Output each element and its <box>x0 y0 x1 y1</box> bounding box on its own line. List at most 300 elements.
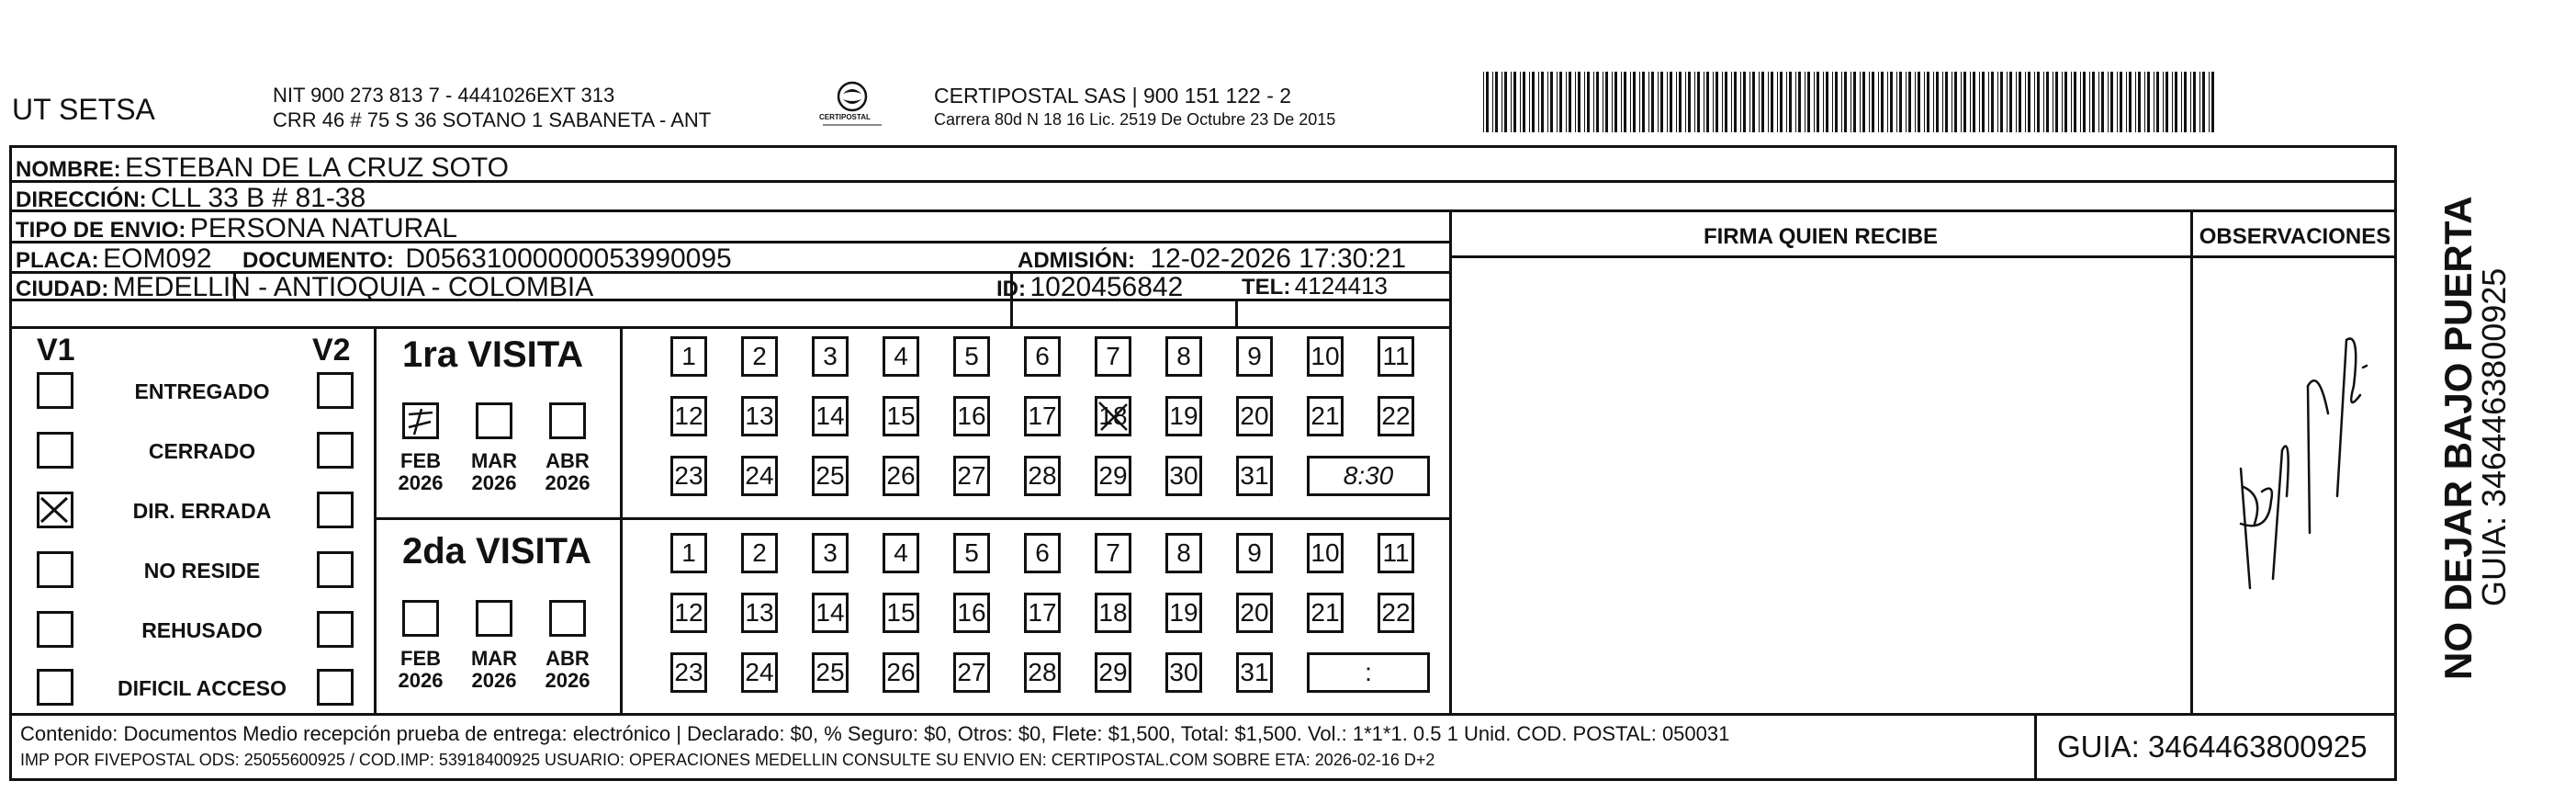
barcode-bar <box>1520 72 1521 132</box>
day-box[interactable]: 26 <box>883 652 919 693</box>
barcode-bar <box>2000 72 2003 132</box>
day-box[interactable]: 10 <box>1307 336 1344 377</box>
barcode-bar <box>2101 72 2104 132</box>
day-box[interactable]: 29 <box>1095 652 1131 693</box>
barcode-bar <box>1492 72 1493 132</box>
barcode-bar <box>2025 72 2026 132</box>
status-label: ENTREGADO <box>134 379 270 403</box>
observaciones-header: OBSERVACIONES <box>2199 224 2391 249</box>
barcode-bar <box>2175 72 2177 132</box>
barcode-bar <box>1511 72 1512 132</box>
day-box[interactable]: 1 <box>670 533 707 573</box>
tel-row <box>1242 274 1388 299</box>
barcode-bar <box>1814 72 1815 132</box>
nombre-row <box>16 154 509 182</box>
documento-label: DOCUMENTO: <box>242 248 394 273</box>
barcode-bar <box>1538 72 1539 132</box>
barcode-bar <box>1961 72 1962 132</box>
tel-value: 4124413 <box>1294 272 1389 300</box>
v1-checkbox[interactable] <box>37 432 73 469</box>
footer-contenido: Contenido: Documentos Medio recepción prueba de entrega: electrónico | Declarado: $0, % Seguro: $0, Otros: $0, Flete: $1,500, Total: $1,500. Vol.: 1*1*1. 0.5 1 Unid. COD. POSTAL: 050031 <box>20 722 1730 745</box>
barcode-bar <box>1725 72 1727 132</box>
month-label: MAR 2026 <box>470 647 518 693</box>
barcode-bar <box>1486 72 1489 132</box>
barcode-bar <box>1670 72 1672 132</box>
barcode-bar <box>1973 72 1975 132</box>
barcode-bar <box>1768 72 1769 132</box>
nombre-value: ESTEBAN DE LA CRUZ SOTO <box>125 153 509 183</box>
barcode-bar <box>1569 72 1571 132</box>
placa-value: EOM092 <box>103 243 212 274</box>
barcode-bar <box>1862 72 1865 132</box>
day-box[interactable]: 20 <box>1236 396 1273 436</box>
barcode-bar <box>2074 72 2076 132</box>
day-box[interactable]: 6 <box>1024 533 1061 573</box>
barcode-bar <box>2129 72 2132 132</box>
status-label: DIR. ERRADA <box>132 499 272 523</box>
day-box[interactable]: 4 <box>883 336 919 377</box>
barcode-bar <box>2120 72 2122 132</box>
barcode-bar <box>1639 72 1640 132</box>
day-box[interactable]: 23 <box>670 652 707 693</box>
barcode-bar <box>1495 72 1498 132</box>
barcode-bar <box>1798 72 1801 132</box>
tel-label: TEL: <box>1242 275 1291 300</box>
barcode-bar <box>1826 72 1828 132</box>
v1-checkbox[interactable] <box>37 492 73 528</box>
day-box[interactable]: 23 <box>670 456 707 496</box>
day-box[interactable]: 13 <box>741 593 778 633</box>
barcode-bar <box>1658 72 1659 132</box>
logo-caption: CERTIPOSTAL <box>819 113 871 121</box>
barcode-bar <box>2199 72 2200 132</box>
v2-checkbox[interactable] <box>317 551 354 588</box>
barcode-bar <box>1559 72 1562 132</box>
barcode-bar <box>2209 72 2210 132</box>
barcode-bar <box>1624 72 1626 132</box>
barcode-bar <box>1605 72 1608 132</box>
id-row <box>996 274 1183 301</box>
admision-row <box>1018 245 1406 273</box>
id-label: ID: <box>996 277 1026 301</box>
check-mark-icon <box>405 405 436 436</box>
month-checkbox[interactable] <box>402 600 439 637</box>
month-label: ABR 2026 <box>545 449 591 495</box>
barcode-bar <box>2147 72 2150 132</box>
barcode-bar <box>2190 72 2191 132</box>
barcode <box>1483 72 2218 132</box>
barcode-bar <box>1945 72 1948 132</box>
barcode-bar <box>1557 72 1558 132</box>
barcode-bar <box>2046 72 2049 132</box>
tipo-row <box>16 215 457 243</box>
barcode-bar <box>1844 72 1847 132</box>
barcode-bar <box>1915 72 1916 132</box>
v2-checkbox[interactable] <box>317 372 354 409</box>
firma-header: FIRMA QUIEN RECIBE <box>1703 224 1939 249</box>
direccion-value: CLL 33 B # 81-38 <box>151 183 366 213</box>
v1-header: V1 <box>37 333 75 368</box>
barcode-bar <box>1612 72 1613 132</box>
barcode-bar <box>2181 72 2182 132</box>
barcode-bar <box>2007 72 2008 132</box>
month-label: FEB 2026 <box>398 647 444 693</box>
day-box[interactable]: 20 <box>1236 593 1273 633</box>
nit-line: NIT 900 273 813 7 - 4441026EXT 313 <box>273 84 615 107</box>
day-box[interactable]: 16 <box>953 593 990 633</box>
day-box[interactable]: 15 <box>883 593 919 633</box>
day-box[interactable]: 9 <box>1236 533 1273 573</box>
barcode-bar <box>1651 72 1654 132</box>
barcode-bar <box>1906 72 1907 132</box>
day-box[interactable]: 27 <box>953 456 990 496</box>
day-box[interactable]: 14 <box>812 396 849 436</box>
barcode-bar <box>1566 72 1567 132</box>
day-box[interactable]: 2 <box>741 336 778 377</box>
barcode-bar <box>2184 72 2187 132</box>
side-panel <box>2406 138 2513 689</box>
barcode-bar <box>2163 72 2164 132</box>
day-box[interactable]: 3 <box>812 533 849 573</box>
cross-mark-icon <box>1097 399 1129 438</box>
day-box[interactable]: 13 <box>741 396 778 436</box>
day-box[interactable]: 22 <box>1378 396 1414 436</box>
barcode-bar <box>2211 72 2214 132</box>
day-box[interactable]: 21 <box>1307 593 1344 633</box>
day-box[interactable]: 11 <box>1378 336 1414 377</box>
footer-guia: GUIA: 3464463800925 <box>2057 730 2368 764</box>
day-box[interactable]: 27 <box>953 652 990 693</box>
barcode-bar <box>1850 72 1851 132</box>
company-name: UT SETSA <box>12 93 155 126</box>
ciudad-label: CIUDAD: <box>16 277 109 301</box>
barcode-bar <box>1483 72 1484 132</box>
direccion-row <box>16 185 366 212</box>
barcode-bar <box>1896 72 1897 132</box>
barcode-bar <box>1648 72 1649 132</box>
barcode-bar <box>1513 72 1516 132</box>
day-box[interactable]: 12 <box>670 396 707 436</box>
barcode-bar <box>1832 72 1833 132</box>
barcode-bar <box>1614 72 1617 132</box>
barcode-bar <box>1878 72 1879 132</box>
day-box[interactable]: 9 <box>1236 336 1273 377</box>
v2-checkbox[interactable] <box>317 611 354 648</box>
v2-header: V2 <box>312 333 351 368</box>
barcode-bar <box>1807 72 1810 132</box>
barcode-bar <box>2144 72 2145 132</box>
barcode-bar <box>2089 72 2090 132</box>
barcode-bar <box>1529 72 1530 132</box>
month-label: FEB 2026 <box>398 449 444 495</box>
day-box[interactable]: 25 <box>812 652 849 693</box>
day-box[interactable]: 31 <box>1236 456 1273 496</box>
barcode-bar <box>1970 72 1971 132</box>
barcode-bar <box>1759 72 1760 132</box>
day-box[interactable]: 19 <box>1165 593 1202 633</box>
barcode-bar <box>1908 72 1911 132</box>
month-checkbox[interactable] <box>549 600 586 637</box>
month-checkbox[interactable] <box>476 600 512 637</box>
check-mark-icon <box>39 494 71 526</box>
barcode-bar <box>1584 72 1585 132</box>
barcode-bar <box>1642 72 1645 132</box>
handwritten-observation <box>2199 312 2392 606</box>
barcode-bar <box>1997 72 1998 132</box>
barcode-bar <box>2126 72 2127 132</box>
day-box[interactable]: 2 <box>741 533 778 573</box>
v1-checkbox[interactable] <box>37 611 73 648</box>
barcode-bar <box>1667 72 1668 132</box>
v1-checkbox[interactable] <box>37 551 73 588</box>
day-box[interactable]: 4 <box>883 533 919 573</box>
barcode-bar <box>2092 72 2095 132</box>
barcode-bar <box>1795 72 1796 132</box>
day-box[interactable]: 30 <box>1165 456 1202 496</box>
day-box[interactable]: 31 <box>1236 652 1273 693</box>
barcode-bar <box>1713 72 1714 132</box>
day-box[interactable]: 22 <box>1378 593 1414 633</box>
barcode-bar <box>1532 72 1535 132</box>
barcode-bar <box>2202 72 2205 132</box>
barcode-bar <box>1697 72 1700 132</box>
barcode-bar <box>1547 72 1548 132</box>
barcode-bar <box>1890 72 1893 132</box>
barcode-bar <box>1841 72 1842 132</box>
address-line: CRR 46 # 75 S 36 SOTANO 1 SABANETA - ANT <box>273 108 712 131</box>
day-label: 18 <box>1098 402 1128 430</box>
v2-checkbox[interactable] <box>317 492 354 528</box>
day-box[interactable]: 12 <box>670 593 707 633</box>
barcode-bar <box>2034 72 2035 132</box>
side-no-dejar: NO DEJAR BAJO PUERTA <box>2436 196 2480 680</box>
direccion-label: DIRECCIÓN: <box>16 187 147 212</box>
barcode-bar <box>1550 72 1553 132</box>
barcode-bar <box>1575 72 1576 132</box>
day-box[interactable]: 17 <box>1024 396 1061 436</box>
day-box[interactable]: 25 <box>812 456 849 496</box>
day-box[interactable]: 8 <box>1165 336 1202 377</box>
barcode-bar <box>1630 72 1631 132</box>
barcode-bar <box>1743 72 1746 132</box>
footer-imp: IMP POR FIVEPOSTAL ODS: 25055600925 / COD.IMP: 53918400925 USUARIO: OPERACIONES MEDELLIN CONSULTE SU ENVIO EN: CERTIPOSTAL.COM SOBRE ETA: 2026-02-16 D+2 <box>20 751 1435 769</box>
barcode-bar <box>1593 72 1594 132</box>
barcode-bar <box>1869 72 1870 132</box>
first-visit-title: 1ra VISITA <box>402 334 584 375</box>
day-box[interactable]: 26 <box>883 456 919 496</box>
day-box[interactable]: 8 <box>1165 533 1202 573</box>
barcode-bar <box>1933 72 1934 132</box>
status-label: NO RESIDE <box>143 559 261 583</box>
v2-checkbox[interactable] <box>317 432 354 469</box>
status-label: REHUSADO <box>141 618 263 642</box>
barcode-bar <box>2064 72 2067 132</box>
day-box[interactable]: 15 <box>883 396 919 436</box>
v1-checkbox[interactable] <box>37 372 73 409</box>
tipo-value: PERSONA NATURAL <box>189 213 457 243</box>
tipo-label: TIPO DE ENVIO: <box>16 218 186 243</box>
barcode-bar <box>2037 72 2040 132</box>
barcode-bar <box>2009 72 2012 132</box>
barcode-bar <box>1541 72 1544 132</box>
barcode-bar <box>1621 72 1622 132</box>
barcode-bar <box>1706 72 1709 132</box>
barcode-bar <box>1761 72 1764 132</box>
day-box[interactable] <box>1095 396 1131 436</box>
day-box[interactable]: 30 <box>1165 652 1202 693</box>
barcode-bar <box>1835 72 1838 132</box>
barcode-bar <box>1780 72 1783 132</box>
barcode-bar <box>1771 72 1773 132</box>
barcode-bar <box>2165 72 2168 132</box>
time-box[interactable]: : <box>1307 652 1430 693</box>
barcode-bar <box>2110 72 2113 132</box>
day-box[interactable]: 28 <box>1024 652 1061 693</box>
barcode-bar <box>2062 72 2063 132</box>
barcode-bar <box>1752 72 1755 132</box>
barcode-bar <box>2016 72 2017 132</box>
documento-row <box>242 245 732 273</box>
barcode-bar <box>2055 72 2058 132</box>
day-box[interactable]: 7 <box>1095 533 1131 573</box>
barcode-bar <box>2098 72 2099 132</box>
barcode-bar <box>1817 72 1819 132</box>
certipostal-logo <box>816 81 889 132</box>
barcode-bar <box>1872 72 1874 132</box>
barcode-bar <box>1942 72 1943 132</box>
barcode-bar <box>1504 72 1507 132</box>
barcode-bar <box>1982 72 1985 132</box>
barcode-bar <box>1578 72 1580 132</box>
day-box[interactable]: 5 <box>953 336 990 377</box>
firma-area[interactable] <box>1453 259 2189 711</box>
nombre-label: NOMBRE: <box>16 157 121 182</box>
barcode-bar <box>1881 72 1884 132</box>
day-box[interactable]: 6 <box>1024 336 1061 377</box>
day-box[interactable]: 18 <box>1095 593 1131 633</box>
id-value: 1020456842 <box>1029 272 1184 302</box>
barcode-bar <box>1988 72 1989 132</box>
barcode-bar <box>2071 72 2072 132</box>
day-box[interactable]: 14 <box>812 593 849 633</box>
license-line: Carrera 80d N 18 16 Lic. 2519 De Octubre 23 De 2015 <box>934 110 1336 129</box>
barcode-bar <box>1823 72 1824 132</box>
barcode-bar <box>1853 72 1856 132</box>
barcode-bar <box>2138 72 2141 132</box>
day-box[interactable]: 11 <box>1378 533 1414 573</box>
barcode-bar <box>1587 72 1590 132</box>
barcode-bar <box>1979 72 1980 132</box>
day-box[interactable]: 17 <box>1024 593 1061 633</box>
barcode-bar <box>2156 72 2159 132</box>
month-checkbox[interactable] <box>402 402 439 439</box>
placa-label: PLACA: <box>16 248 99 273</box>
admision-value: 12-02-2026 17:30:21 <box>1150 243 1407 274</box>
barcode-bar <box>2019 72 2021 132</box>
day-box[interactable]: 21 <box>1307 396 1344 436</box>
ciudad-value: MEDELLIN - ANTIOQUIA - COLOMBIA <box>112 272 594 302</box>
barcode-bar <box>2108 72 2109 132</box>
barcode-bar <box>1936 72 1939 132</box>
certipostal-line: CERTIPOSTAL SAS | 900 151 122 - 2 <box>934 84 1292 107</box>
v2-checkbox[interactable] <box>317 669 354 706</box>
barcode-bar <box>1777 72 1778 132</box>
barcode-bar <box>1722 72 1723 132</box>
barcode-bar <box>1749 72 1750 132</box>
barcode-bar <box>2028 72 2030 132</box>
barcode-bar <box>1740 72 1741 132</box>
barcode-bar <box>1786 72 1787 132</box>
barcode-bar <box>2135 72 2136 132</box>
barcode-bar <box>1927 72 1929 132</box>
day-box[interactable]: 24 <box>741 456 778 496</box>
barcode-bar <box>1991 72 1994 132</box>
barcode-bar <box>1731 72 1732 132</box>
month-checkbox[interactable] <box>549 402 586 439</box>
barcode-bar <box>1860 72 1861 132</box>
barcode-bar <box>1715 72 1718 132</box>
barcode-bar <box>1676 72 1677 132</box>
barcode-bar <box>1918 72 1920 132</box>
barcode-bar <box>2117 72 2118 132</box>
barcode-bar <box>1685 72 1686 132</box>
month-checkbox[interactable] <box>476 402 512 439</box>
barcode-bar <box>1954 72 1957 132</box>
day-box[interactable]: 5 <box>953 533 990 573</box>
placa-row <box>16 245 212 273</box>
barcode-bar <box>1679 72 1682 132</box>
day-box[interactable]: 1 <box>670 336 707 377</box>
day-box[interactable]: 24 <box>741 652 778 693</box>
admision-label: ADMISIÓN: <box>1018 248 1135 273</box>
day-box[interactable]: 28 <box>1024 456 1061 496</box>
v1-checkbox[interactable] <box>37 669 73 706</box>
barcode-bar <box>1899 72 1902 132</box>
second-visit-title: 2da VISITA <box>402 531 591 571</box>
barcode-bar <box>1963 72 1966 132</box>
day-box[interactable]: 3 <box>812 336 849 377</box>
barcode-bar <box>1523 72 1525 132</box>
month-label: ABR 2026 <box>545 647 591 693</box>
barcode-bar <box>1694 72 1695 132</box>
documento-value: D05631000000053990095 <box>405 243 732 274</box>
barcode-bar <box>1633 72 1636 132</box>
barcode-bar <box>1924 72 1925 132</box>
barcode-bar <box>1660 72 1663 132</box>
barcode-bar <box>1734 72 1737 132</box>
status-label: DIFICIL ACCESO <box>117 676 287 700</box>
barcode-bar <box>2172 72 2173 132</box>
barcode-bar <box>2043 72 2044 132</box>
ciudad-row <box>16 274 593 301</box>
time-box[interactable]: 8:30 <box>1307 456 1430 496</box>
day-box[interactable]: 16 <box>953 396 990 436</box>
barcode-bar <box>1688 72 1691 132</box>
barcode-bar <box>2193 72 2196 132</box>
barcode-bar <box>1887 72 1888 132</box>
day-box[interactable]: 10 <box>1307 533 1344 573</box>
barcode-bar <box>2083 72 2086 132</box>
month-label: MAR 2026 <box>470 449 518 495</box>
status-label: CERRADO <box>148 439 256 463</box>
day-box[interactable]: 19 <box>1165 396 1202 436</box>
day-box[interactable]: 29 <box>1095 456 1131 496</box>
barcode-bar <box>1596 72 1599 132</box>
barcode-bar <box>2080 72 2081 132</box>
day-box[interactable]: 7 <box>1095 336 1131 377</box>
side-guia: GUIA: 3464463800925 <box>2475 267 2513 606</box>
barcode-bar <box>1789 72 1792 132</box>
